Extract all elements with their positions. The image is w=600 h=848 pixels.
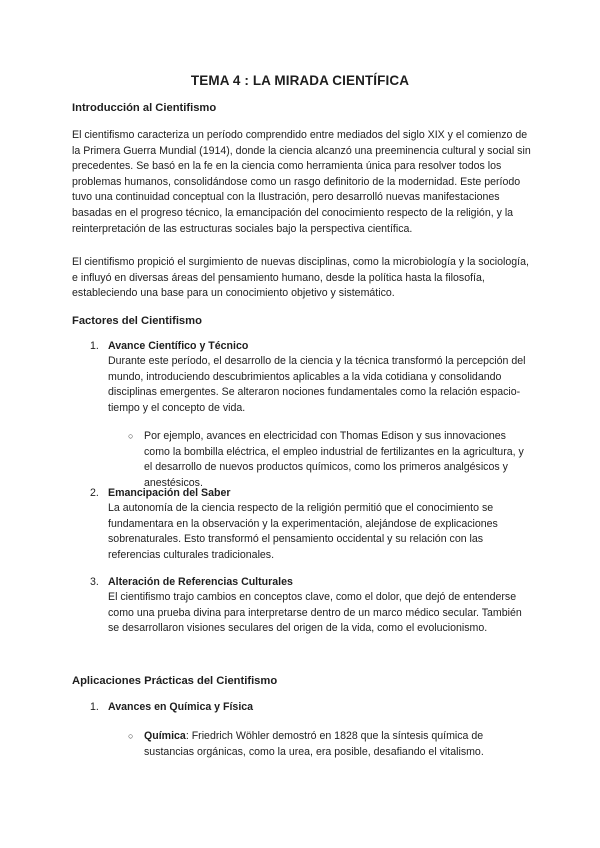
page-title: TEMA 4 : LA MIRADA CIENTÍFICA (190, 73, 410, 88)
intro-paragraph-2: El cientifismo propició el surgimiento de nuevas disciplinas, como la microbiología y la sociología, e influyó en diversas áreas del pensamiento humano, desde la política hasta la filosofía, estableciendo una base para un conocimiento objetivo y sistemático. (72, 256, 529, 300)
factors-heading: Factores del Cientifismo (72, 315, 202, 327)
application-1-number: 1. (90, 701, 99, 713)
factor-2-title: Emancipación del Saber (108, 487, 231, 499)
application-1-item (144, 729, 534, 760)
application-1-text: : Friedrich Wöhler demostró en 1828 que la síntesis química de sustancias orgánicas, como la urea, era posible, desafiando el vitalismo. (144, 730, 484, 758)
factor-1-text: Durante este período, el desarrollo de la ciencia y la técnica transformó la percepción del mundo, introduciendo descubrimientos aplicables a la vida cotidiana y consolidando disciplinas emergentes. Se alteraron nociones fundamentales como la relación espacio-tiempo y el concepto de vida. (108, 355, 526, 414)
factor-1-number: 1. (90, 340, 99, 352)
factor-2-number: 2. (90, 487, 99, 499)
factor-1-example: Por ejemplo, avances en electricidad con Thomas Edison y sus innovaciones como la bombilla eléctrica, el empleo industrial de fertilizantes en la agricultura, y el desarrollo de nuevos productos químicos, como los primeros analgésicos y anestésicos. (144, 430, 524, 489)
factor-3-title: Alteración de Referencias Culturales (108, 576, 293, 588)
factor-3-number: 3. (90, 576, 99, 588)
intro-paragraph-1: El cientifismo caracteriza un período comprendido entre mediados del siglo XIX y el comienzo de la Primera Guerra Mundial (1914), donde la ciencia alcanzó una preeminencia cultural y social sin precedentes. Se basó en la fe en la ciencia como herramienta única para resolver todos los problemas humanos, consolidándose como un rasgo definitorio de la modernidad. Este período tuvo una continuidad conceptual con la Ilustración, pero desarrolló nuevas manifestaciones basadas en el progreso técnico, la emancipación del conocimiento respecto de la religión, y la reinterpretación de las estructuras sociales bajo la perspectiva científica. (72, 129, 531, 235)
application-1-title: Avances en Química y Física (108, 701, 254, 713)
factor-3-text: El cientifismo trajo cambios en conceptos clave, como el dolor, que dejó de entenderse como una prueba divina para interpretarse dentro de un marco médico secular. También se desarrollaron visiones seculares del origen de la vida, como el evolucionismo. (108, 591, 522, 635)
bullet-icon: ○ (128, 431, 134, 441)
bullet-icon: ○ (128, 731, 134, 741)
factor-2-text: La autonomía de la ciencia respecto de la religión permitió que el conocimiento se fundamentara en la observación y la experimentación, alejándose de explicaciones sobrenaturales. Esto transformó el pensamiento occidental y su relación con las referencias culturales tradicionales. (108, 502, 498, 561)
application-1-label: Química (144, 730, 186, 742)
applications-heading: Aplicaciones Prácticas del Cientifismo (72, 675, 278, 687)
factor-1-title: Avance Científico y Técnico (108, 340, 249, 352)
intro-heading: Introducción al Cientifismo (72, 102, 217, 114)
